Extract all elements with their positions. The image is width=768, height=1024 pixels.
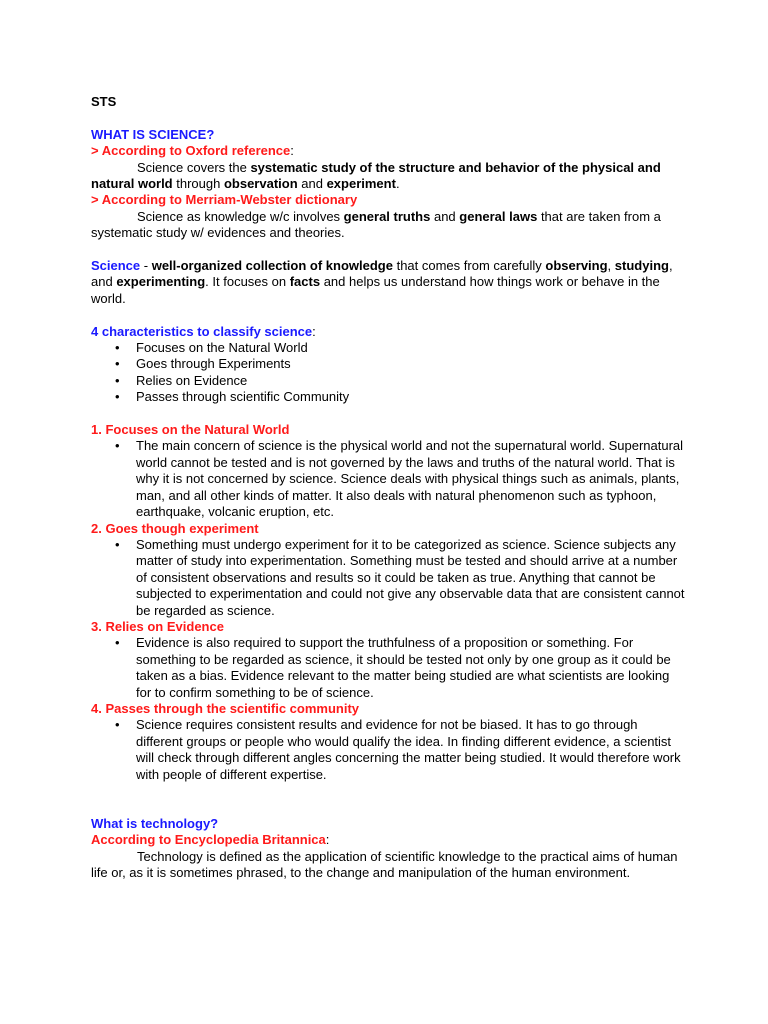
section-text-evidence: • Evidence is also required to support the truthfulness of a proposition or something. For something to be regarded as science, it should be tested not only by one group as it could be taken as a bias. Evidence relevant to the matter being studied are what scientists are looking for to confirm something to be of science. xyxy=(91,635,687,701)
science-heading: WHAT IS SCIENCE? xyxy=(91,126,215,142)
section-text-natural-world: • The main concern of science is the physical world and not the supernatural world. Supernatural world cannot be tested and is not governed by the laws and truths of the natural world. That is why it is not concerned by science. Science deals with physical things such as animals, plants, man, and all other kinds of matter. It also deals with natural phenomenon such as typhoon, earthquake, volcanic eruption, etc. xyxy=(91,438,687,520)
section-heading-scientific-community: 4. Passes through the scientific community xyxy=(91,700,360,716)
merriam-webster-definition: Science as knowledge w/c involves general truths and general laws that are taken from a systematic study w/ evidences and theories. xyxy=(91,208,661,241)
document-title: STS xyxy=(91,94,117,109)
document-page xyxy=(91,94,687,881)
science-definition: Science - well-organized collection of knowledge that comes from carefully observing, studying, and experimenting. It focuses on facts and helps us understand how things work or behave in the world. xyxy=(91,258,673,306)
characteristics-list xyxy=(91,340,687,406)
section-heading-evidence: 3. Relies on Evidence xyxy=(91,618,224,634)
list-item: • Focuses on the Natural World xyxy=(91,340,687,356)
list-item: • Passes through scientific Community xyxy=(91,389,687,405)
list-item: • Goes through Experiments xyxy=(91,356,687,372)
section-text-scientific-community: • Science requires consistent results and evidence for not be biased. It has to go through different groups or people who would qualify the idea. In finding different evidence, a scientist will check through different angles concerning the matter being studied. It would therefore work with people of different expertise. xyxy=(91,717,687,783)
merriam-webster-label: > According to Merriam-Webster dictionary xyxy=(91,192,358,208)
technology-heading: What is technology? xyxy=(91,815,219,831)
section-heading-experiment: 2. Goes though experiment xyxy=(91,520,259,536)
section-heading-natural-world: 1. Focuses on the Natural World xyxy=(91,422,290,438)
oxford-label: > According to Oxford reference: xyxy=(91,143,294,159)
britannica-definition: Technology is defined as the application of scientific knowledge to the practical aims of human life or, as it is sometimes phrased, to the change and manipulation of the human environment. xyxy=(91,848,678,880)
oxford-definition: Science covers the systematic study of the structure and behavior of the physical and natural world through observation and experiment. xyxy=(91,159,661,192)
section-text-experiment: • Something must undergo experiment for it to be categorized as science. Science subjects any matter of study into experimentation. Something must be tested and should arrive at a number of consistent observations and results so it could be taken as true. Anything that cannot be subjected to experimentation and could not give any observable data that are consistent cannot be regarded as science. xyxy=(91,537,687,619)
characteristics-heading: 4 characteristics to classify science: xyxy=(91,323,316,339)
britannica-label: According to Encyclopedia Britannica: xyxy=(91,832,330,848)
list-item: • Relies on Evidence xyxy=(91,373,687,389)
